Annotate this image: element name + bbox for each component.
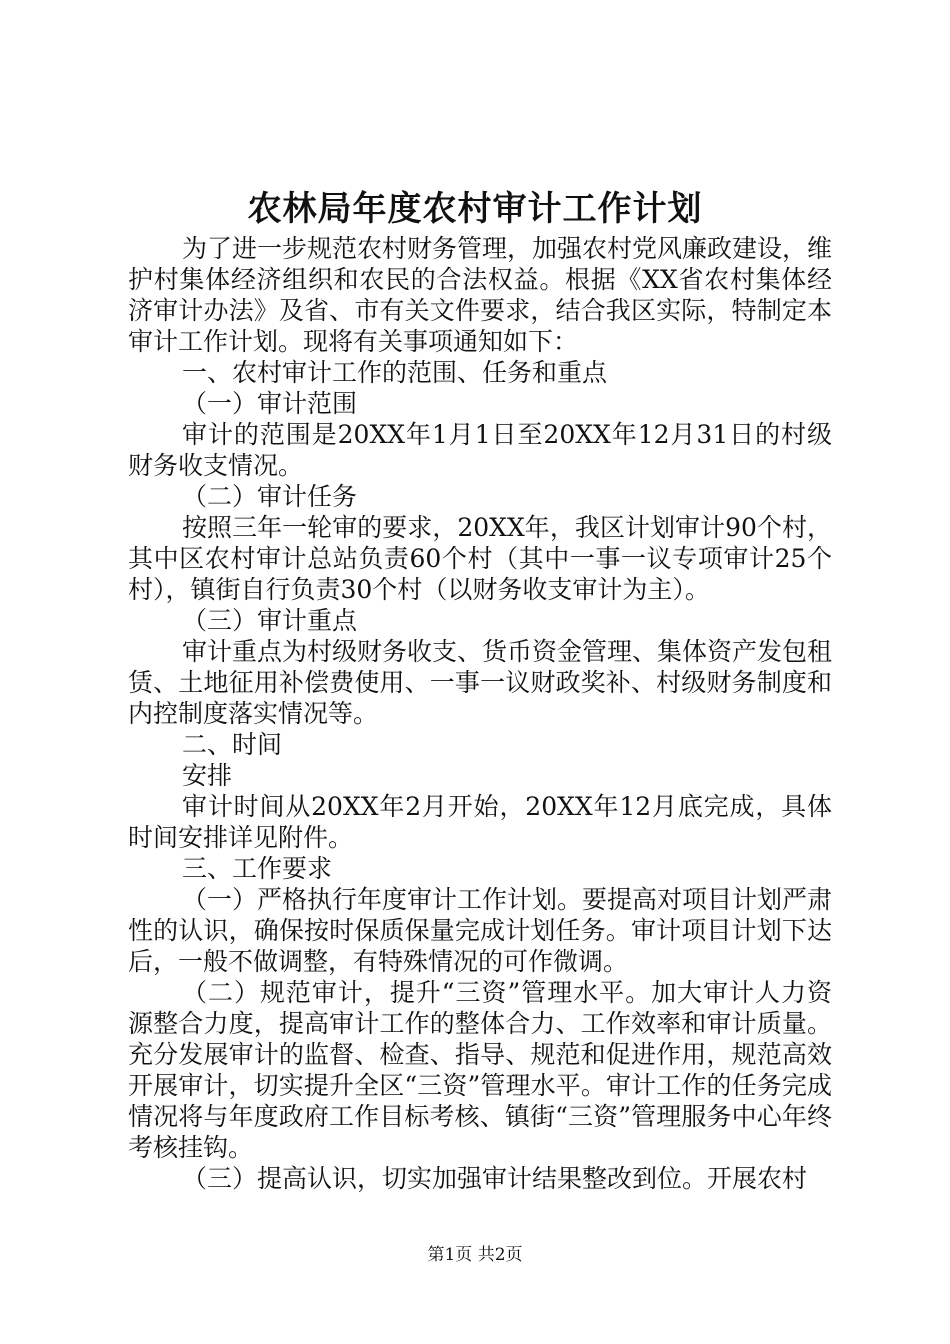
paragraph-audit-scope: 审计的范围是20XX年1月1日至20XX年12月31日的村级财务收支情况。 <box>128 420 832 480</box>
page-footer: 第1页 共2页 <box>427 1245 523 1265</box>
subheading-audit-tasks: （二）审计任务 <box>182 482 358 511</box>
document-body <box>128 233 832 1194</box>
subheading-audit-scope: （一）审计范围 <box>182 389 358 418</box>
paragraph-requirement-2: （二）规范审计，提升“三资”管理水平。加大审计人力资源整合力度，提高审计工作的整体合力、工作效率和审计质量。充分发展审计的监督、检查、指导、规范和促进作用，规范高效开展审计，切实提升全区“三资”管理水平。审计工作的任务完成情况将与年度政府工作目标考核、镇街“三资”管理服务中心年终考核挂钩。 <box>128 978 832 1162</box>
intro-paragraph: 为了进一步规范农村财务管理，加强农村党风廉政建设，维护村集体经济组织和农民的合法权益。根据《XX省农村集体经济审计办法》及省、市有关文件要求，结合我区实际，特制定本审计工作计划。现将有关事项通知如下： <box>128 234 833 356</box>
paragraph-requirement-3: （三）提高认识，切实加强审计结果整改到位。开展农村 <box>182 1164 808 1193</box>
section-heading-requirements: 三、工作要求 <box>182 854 333 883</box>
paragraph-requirement-1: （一）严格执行年度审计工作计划。要提高对项目计划严肃性的认识，确保按时保质保量完成计划任务。审计项目计划下达后，一般不做调整，有特殊情况的可作微调。 <box>128 885 833 976</box>
paragraph-audit-focus: 审计重点为村级财务收支、货币资金管理、集体资产发包租赁、土地征用补偿费使用、一事一议财政奖补、村级财务制度和内控制度落实情况等。 <box>128 637 833 728</box>
subheading-audit-focus: （三）审计重点 <box>182 606 358 635</box>
document-title: 农林局年度农村审计工作计划 <box>247 189 703 229</box>
paragraph-audit-tasks: 按照三年一轮审的要求，20XX年，我区计划审计90个村，其中区农村审计总站负责60个村（其中一事一议专项审计25个村），镇街自行负责30个村（以财务收支审计为主）。 <box>128 513 832 604</box>
section-heading-arrangement: 安排 <box>182 761 233 790</box>
paragraph-time-arrangement: 审计时间从20XX年2月开始，20XX年12月底完成，具体时间安排详见附件。 <box>128 792 832 852</box>
section-heading-scope: 一、农村审计工作的范围、任务和重点 <box>182 358 608 387</box>
section-heading-time: 二、时间 <box>182 730 283 759</box>
